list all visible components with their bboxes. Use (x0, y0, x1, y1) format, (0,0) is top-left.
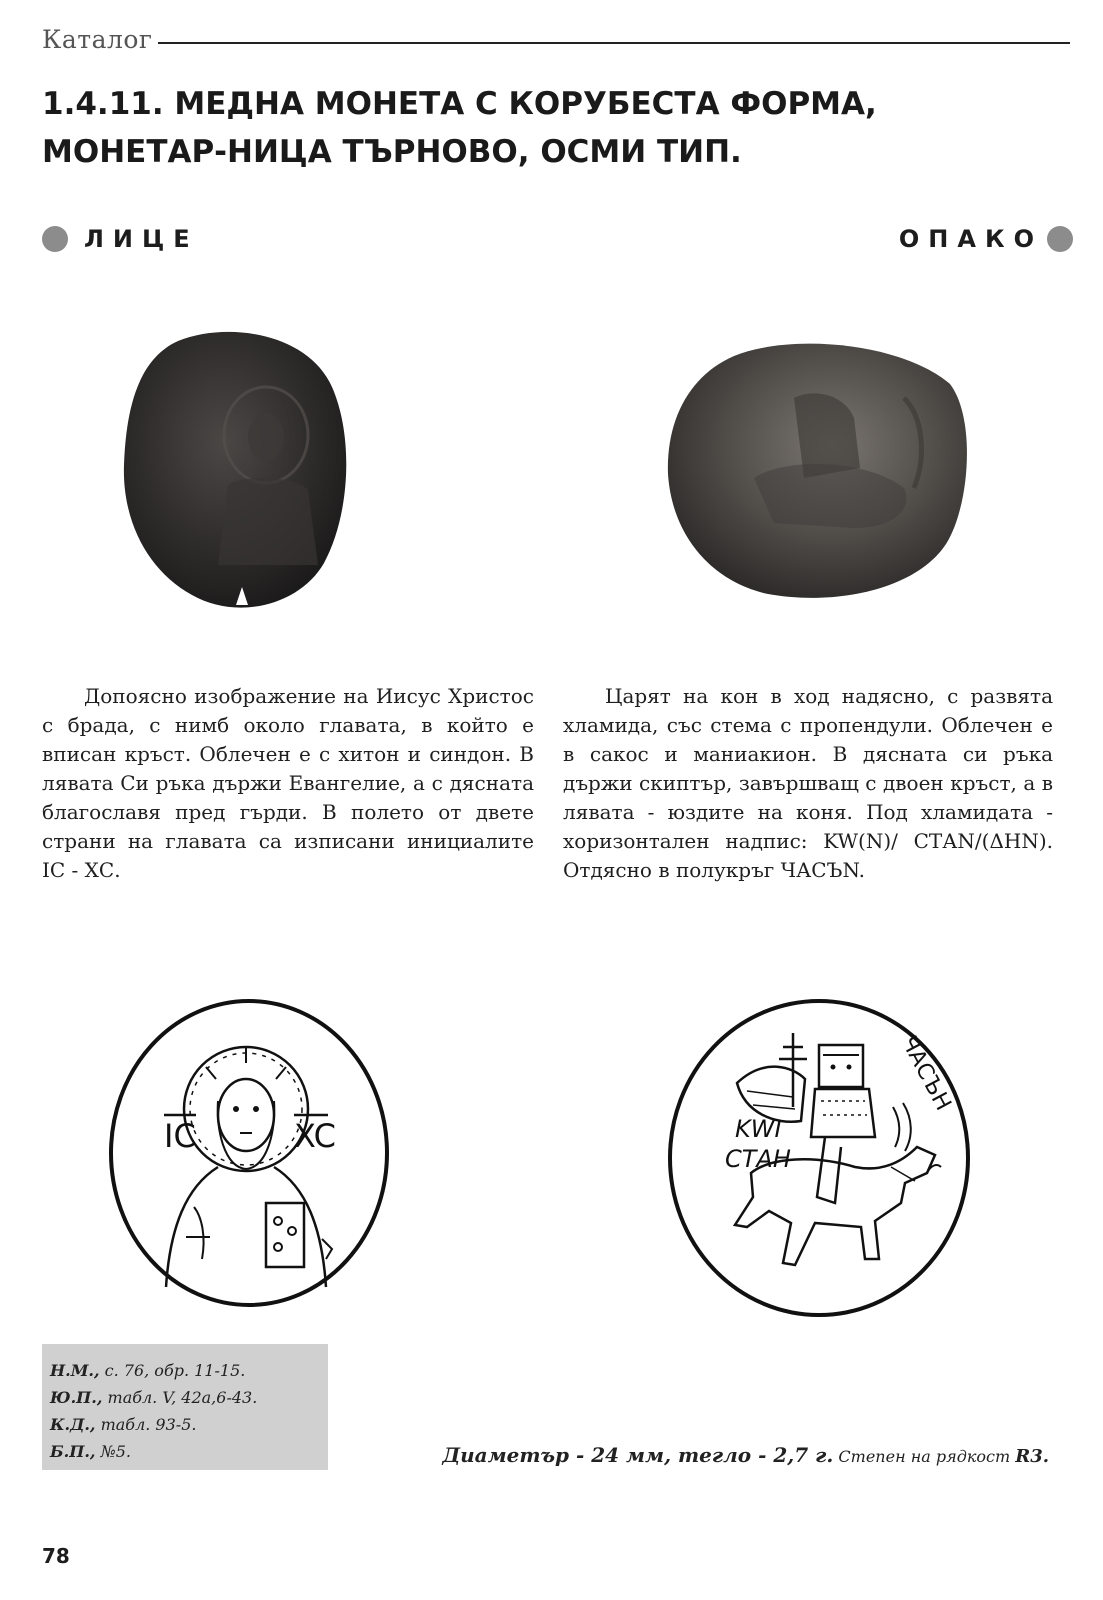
reverse-description: Царят на кон в ход надясно, с развята хламида, със стема с пропендули. Облечен е в сакос и маниакион. В дясната си ръка държи скиптър, завършващ с двоен кръст, а в лявата - юздите на коня. Под хламидата - хоризонтален надпис: KW(N)/ СТАN/(ΔHN). Отдясно в полукръг ЧАСЪN. (563, 684, 1053, 882)
reference-line: Б.П., №5. (50, 1442, 131, 1461)
reverse-arc-inscription: ЧАСЪН (895, 1032, 956, 1115)
obverse-heading (42, 222, 199, 256)
reverse-heading (899, 222, 1073, 256)
rarity-value: R3. (1015, 1446, 1049, 1467)
page-number: 78 (42, 1544, 70, 1568)
obverse-initial-left: IC (164, 1117, 196, 1155)
reverse-coin-photo (664, 338, 970, 602)
reference-line: Ю.П., табл. V, 42а,6-43. (50, 1388, 258, 1407)
reference-line: Н.М., с. 76, обр. 11-15. (50, 1361, 246, 1380)
obverse-coin-photo (118, 325, 350, 619)
reference-line: К.Д., табл. 93-5. (50, 1415, 197, 1434)
coin-title: 1.4.11. МЕДНА МОНЕТА С КОРУБЕСТА ФОРМА, МОНЕТАР-НИЦА ТЪРНОВО, ОСМИ ТИП. (42, 86, 877, 170)
obverse-initial-right: XC (294, 1117, 336, 1155)
references-box (42, 1344, 328, 1470)
header-rule (158, 42, 1070, 44)
section-label: Каталог (42, 25, 153, 54)
bullet-dot-icon (42, 226, 68, 252)
diameter-weight: Диаметър - 24 мм, тегло - 2,7 г. (442, 1443, 834, 1467)
reverse-inscription-bottom: СТАН (725, 1145, 791, 1173)
obverse-label: ЛИЦЕ (84, 225, 199, 253)
obverse-description: Допоясно изображение на Иисус Христос с брада, с нимб около главата, в който е вписан кръст. Облечен е с хитон и синдон. В лявата Си ръка държи Евангелие, а с дясната благославя пред гърди. В полето от двете страни на главата са изписани инициалите ІС - ХС. (42, 684, 534, 882)
obverse-line-drawing (106, 997, 392, 1309)
rarity-label: Степен на рядкост (838, 1447, 1011, 1466)
reverse-label: ОПАКО (898, 225, 1043, 253)
page-header (42, 24, 1070, 56)
bullet-dot-icon (1047, 226, 1073, 252)
coin-specs (442, 1443, 1049, 1467)
reverse-line-drawing (665, 997, 973, 1319)
reverse-inscription-top: KWI (735, 1115, 782, 1143)
